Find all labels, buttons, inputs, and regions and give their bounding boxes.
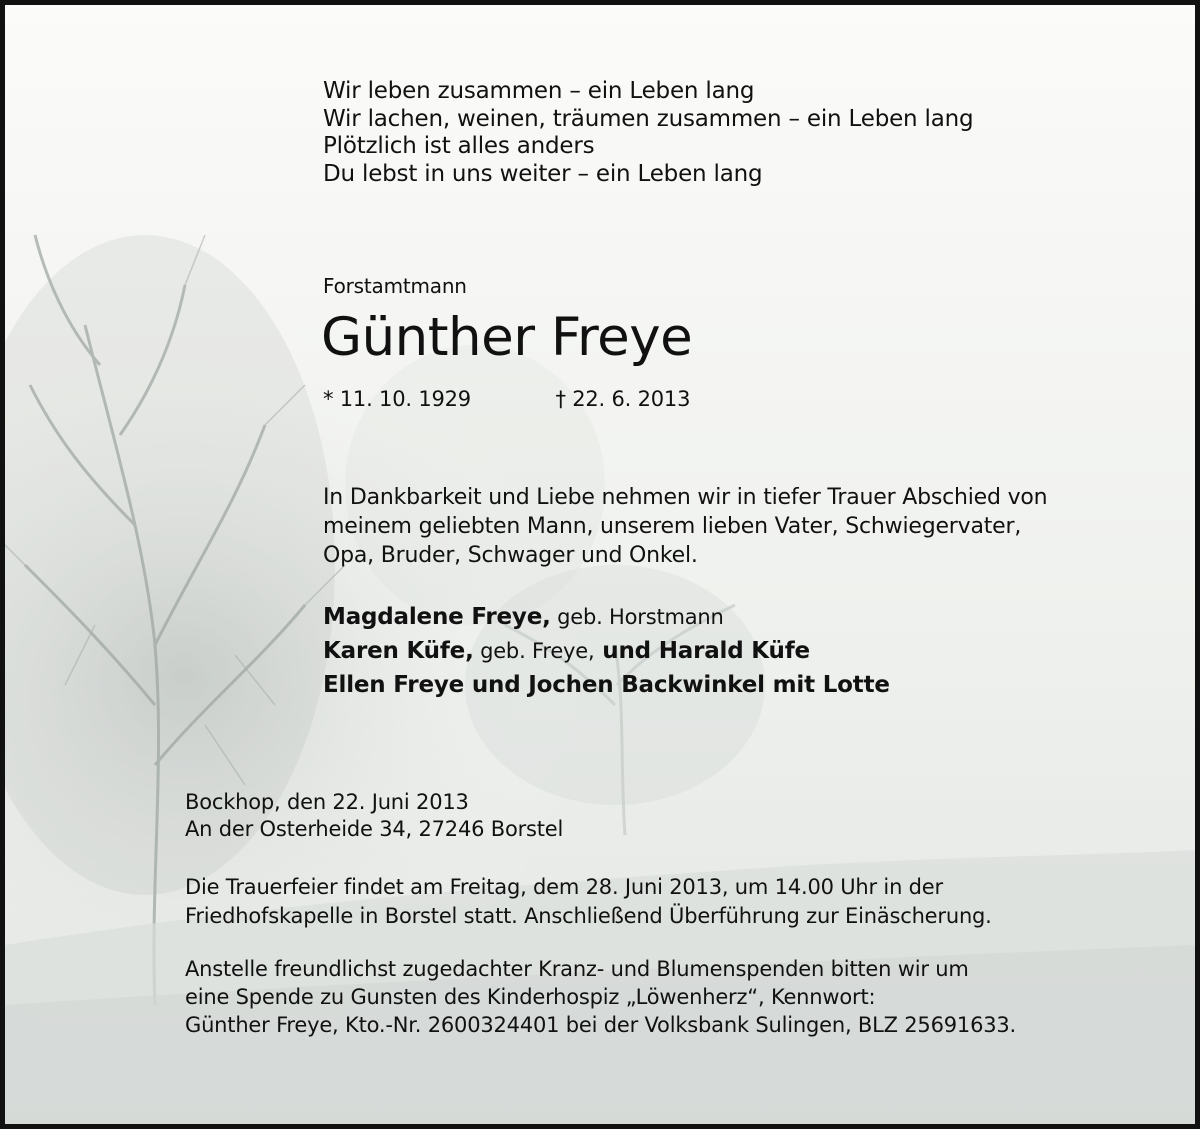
poem-line: Du lebst in uns weiter – ein Leben lang	[323, 160, 763, 187]
ceremony-line: Friedhofskapelle in Borstel statt. Anschließend Überführung zur Einäscherung.	[185, 904, 992, 928]
mourner-line	[323, 634, 890, 668]
address: An der Osterheide 34, 27246 Borstel	[185, 817, 564, 841]
place-date-address	[185, 789, 563, 843]
farewell-line: meinem geliebten Mann, unserem lieben Vater, Schwiegervater,	[323, 514, 1022, 539]
donation-info	[185, 955, 1016, 1039]
mourner-line	[323, 600, 890, 634]
deceased-title: Forstamtmann	[323, 274, 467, 298]
farewell-line: In Dankbarkeit und Liebe nehmen wir in tiefer Trauer Abschied von	[323, 485, 1048, 510]
place-date: Bockhop, den 22. Juni 2013	[185, 790, 469, 814]
ceremony-line: Die Trauerfeier findet am Freitag, dem 28. Juni 2013, um 14.00 Uhr in der	[185, 875, 943, 899]
death-date: † 22. 6. 2013	[555, 387, 691, 411]
farewell-text	[323, 483, 1047, 570]
poem	[323, 78, 973, 188]
maiden-name: geb. Horstmann	[550, 605, 724, 629]
ceremony-info	[185, 873, 992, 931]
donation-line: Anstelle freundlichst zugedachter Kranz- und Blumenspenden bitten wir um	[185, 957, 969, 981]
life-dates	[323, 387, 690, 411]
mourner-name: Karen Küfe,	[323, 638, 474, 664]
donation-line: Günther Freye, Kto.-Nr. 2600324401 bei der Volksbank Sulingen, BLZ 25691633.	[185, 1013, 1017, 1037]
mourner-name: und Harald Küfe	[594, 638, 810, 664]
poem-line: Wir leben zusammen – ein Leben lang	[323, 78, 755, 104]
mourners-list	[323, 600, 890, 702]
poem-line: Wir lachen, weinen, träumen zusammen – ein Leben lang	[323, 105, 974, 132]
deceased-name: Günther Freye	[321, 307, 693, 368]
maiden-name: geb. Freye,	[473, 639, 595, 663]
mourner-name: Ellen Freye und Jochen Backwinkel mit Lotte	[323, 672, 890, 698]
birth-date: * 11. 10. 1929	[323, 387, 471, 411]
mourner-line	[323, 668, 890, 702]
mourner-name: Magdalene Freye,	[323, 604, 551, 630]
poem-line: Plötzlich ist alles anders	[323, 133, 595, 159]
farewell-line: Opa, Bruder, Schwager und Onkel.	[323, 543, 698, 568]
donation-line: eine Spende zu Gunsten des Kinderhospiz „Löwenherz“, Kennwort:	[185, 985, 876, 1009]
